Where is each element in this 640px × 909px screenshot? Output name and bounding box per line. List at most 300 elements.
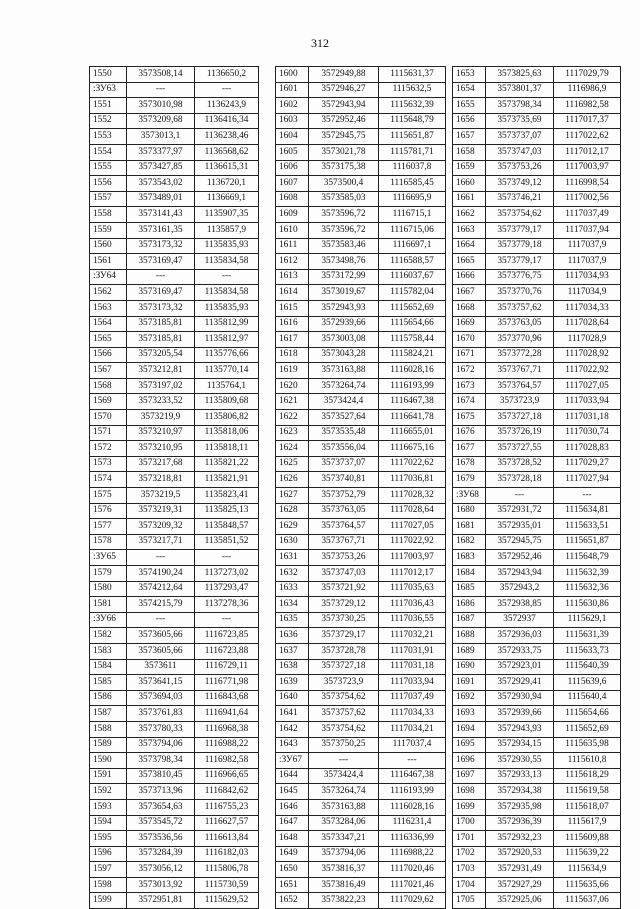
x-coordinate-cell: --- xyxy=(127,269,195,285)
point-number-cell: 1596 xyxy=(90,846,127,862)
x-coordinate-cell: 3573767,71 xyxy=(486,363,554,379)
x-coordinate-cell: 3573767,71 xyxy=(309,534,379,550)
point-number-cell: 1634 xyxy=(276,597,309,613)
point-number-cell: 1674 xyxy=(453,394,486,410)
point-number-cell: 1582 xyxy=(90,628,127,644)
point-number-cell: 1682 xyxy=(453,534,486,550)
y-coordinate-cell: 1116467,38 xyxy=(379,768,446,784)
y-coordinate-cell: 1136568,62 xyxy=(195,144,259,160)
point-number-cell: 1650 xyxy=(276,862,309,878)
table-row xyxy=(453,347,621,363)
page-number: 312 xyxy=(311,36,329,50)
x-coordinate-cell: 3573217,71 xyxy=(127,534,195,550)
point-number-cell: 1601 xyxy=(276,82,309,98)
point-number-cell: 1656 xyxy=(453,113,486,129)
y-coordinate-cell: 1117034,33 xyxy=(379,706,446,722)
y-coordinate-cell: 1115652,69 xyxy=(554,721,621,737)
point-number-cell: 1688 xyxy=(453,628,486,644)
y-coordinate-cell: 1115640,39 xyxy=(554,659,621,675)
table-row xyxy=(90,643,259,659)
x-coordinate-cell: 3573727,18 xyxy=(486,410,554,426)
table-row xyxy=(90,503,259,519)
y-coordinate-cell: 1116755,23 xyxy=(195,799,259,815)
table-row xyxy=(453,378,621,394)
table-row xyxy=(90,300,259,316)
point-number-cell: 1645 xyxy=(276,784,309,800)
y-coordinate-cell: --- xyxy=(195,550,259,566)
y-coordinate-cell: 1117029,62 xyxy=(379,893,446,909)
x-coordinate-cell: 3573175,38 xyxy=(309,160,379,176)
table-row xyxy=(276,612,446,628)
y-coordinate-cell: 1135835,93 xyxy=(195,238,259,254)
x-coordinate-cell: --- xyxy=(127,550,195,566)
y-coordinate-cell: 1115619,58 xyxy=(554,784,621,800)
table-row xyxy=(453,659,621,675)
x-coordinate-cell: 3573013,92 xyxy=(127,877,195,893)
point-number-cell: 1563 xyxy=(90,300,127,316)
x-coordinate-cell: 3573427,85 xyxy=(127,160,195,176)
y-coordinate-cell: 1135812,99 xyxy=(195,316,259,332)
y-coordinate-cell: 1115806,78 xyxy=(195,862,259,878)
x-coordinate-cell: 3572934,15 xyxy=(486,737,554,753)
y-coordinate-cell: 1115609,88 xyxy=(554,831,621,847)
x-coordinate-cell: 3574212,64 xyxy=(127,581,195,597)
y-coordinate-cell: 1115629,1 xyxy=(554,612,621,628)
x-coordinate-cell: 3572952,46 xyxy=(486,550,554,566)
point-number-cell: 1683 xyxy=(453,550,486,566)
table-row xyxy=(276,285,446,301)
table-row xyxy=(276,300,446,316)
y-coordinate-cell: 1115758,44 xyxy=(379,332,446,348)
table-row xyxy=(453,332,621,348)
x-coordinate-cell: 3573172,99 xyxy=(309,269,379,285)
y-coordinate-cell: 1115633,51 xyxy=(554,519,621,535)
x-coordinate-cell: 3572943,93 xyxy=(486,721,554,737)
table-row xyxy=(453,503,621,519)
x-coordinate-cell: 3572943,94 xyxy=(309,98,379,114)
y-coordinate-cell: 1135806,82 xyxy=(195,410,259,426)
x-coordinate-cell: 3573737,07 xyxy=(309,456,379,472)
y-coordinate-cell: 1116697,1 xyxy=(379,238,446,254)
x-coordinate-cell: 3572931,72 xyxy=(486,503,554,519)
x-coordinate-cell: 3573056,12 xyxy=(127,862,195,878)
y-coordinate-cell: --- xyxy=(379,753,446,769)
point-number-cell: 1617 xyxy=(276,332,309,348)
x-coordinate-cell: 3573757,62 xyxy=(486,300,554,316)
point-number-cell: 1692 xyxy=(453,690,486,706)
table-row xyxy=(90,799,259,815)
table-row xyxy=(90,706,259,722)
table-row xyxy=(276,238,446,254)
table-row xyxy=(90,378,259,394)
x-coordinate-cell: 3573212,81 xyxy=(127,363,195,379)
y-coordinate-cell: 1115824,21 xyxy=(379,347,446,363)
y-coordinate-cell: 1115617,9 xyxy=(554,815,621,831)
y-coordinate-cell: 1117012,17 xyxy=(379,566,446,582)
x-coordinate-cell: 3573749,12 xyxy=(486,176,554,192)
x-coordinate-cell: 3573527,64 xyxy=(309,410,379,426)
x-coordinate-cell: 3573816,49 xyxy=(309,877,379,893)
point-number-cell: 1590 xyxy=(90,753,127,769)
y-coordinate-cell: 1116966,65 xyxy=(195,768,259,784)
y-coordinate-cell: 1116613,84 xyxy=(195,831,259,847)
point-number-cell: 1612 xyxy=(276,254,309,270)
point-number-cell: 1704 xyxy=(453,877,486,893)
y-coordinate-cell: 1116998,54 xyxy=(554,176,621,192)
x-coordinate-cell: 3573218,81 xyxy=(127,472,195,488)
table-row xyxy=(276,394,446,410)
point-number-cell: 1552 xyxy=(90,113,127,129)
point-number-cell: 1551 xyxy=(90,98,127,114)
y-coordinate-cell: 1117017,37 xyxy=(554,113,621,129)
y-coordinate-cell: 1115635,98 xyxy=(554,737,621,753)
table-row xyxy=(276,566,446,582)
y-coordinate-cell: 1117028,64 xyxy=(554,316,621,332)
x-coordinate-cell: 3573498,76 xyxy=(309,254,379,270)
table-row xyxy=(90,628,259,644)
point-number-cell: 1597 xyxy=(90,862,127,878)
table-row xyxy=(276,363,446,379)
point-number-cell: 1659 xyxy=(453,160,486,176)
point-number-cell: 1570 xyxy=(90,410,127,426)
y-coordinate-cell: 1116585,45 xyxy=(379,176,446,192)
point-number-cell: 1602 xyxy=(276,98,309,114)
table-row xyxy=(453,799,621,815)
point-number-cell: 1583 xyxy=(90,643,127,659)
point-number-cell: 1667 xyxy=(453,285,486,301)
point-number-cell: 1694 xyxy=(453,721,486,737)
x-coordinate-cell: 3573536,56 xyxy=(127,831,195,847)
point-number-cell: 1572 xyxy=(90,441,127,457)
y-coordinate-cell: 1136669,1 xyxy=(195,191,259,207)
x-coordinate-cell: 3573764,57 xyxy=(309,519,379,535)
x-coordinate-cell: 3573822,23 xyxy=(309,893,379,909)
table-row xyxy=(453,269,621,285)
table-row xyxy=(276,269,446,285)
x-coordinate-cell: 3572935,01 xyxy=(486,519,554,535)
table-row xyxy=(453,160,621,176)
table-row xyxy=(90,456,259,472)
table-row xyxy=(453,721,621,737)
point-number-cell: 1603 xyxy=(276,113,309,129)
point-number-cell: 1649 xyxy=(276,846,309,862)
point-number-cell: 1642 xyxy=(276,721,309,737)
y-coordinate-cell: 1116037,8 xyxy=(379,160,446,176)
point-number-cell: 1625 xyxy=(276,456,309,472)
table-row xyxy=(276,768,446,784)
table-row xyxy=(276,441,446,457)
point-number-cell: 1604 xyxy=(276,129,309,145)
y-coordinate-cell: 1117031,18 xyxy=(554,410,621,426)
table-row xyxy=(276,690,446,706)
y-coordinate-cell: 1116675,16 xyxy=(379,441,446,457)
y-coordinate-cell: 1117037,4 xyxy=(379,737,446,753)
y-coordinate-cell: 1117028,32 xyxy=(379,488,446,504)
point-number-cell: 1556 xyxy=(90,176,127,192)
x-coordinate-cell: 3573169,47 xyxy=(127,285,195,301)
x-coordinate-cell: 3573596,72 xyxy=(309,222,379,238)
x-coordinate-cell: 3573347,21 xyxy=(309,831,379,847)
point-number-cell: 1676 xyxy=(453,425,486,441)
y-coordinate-cell: 1116982,58 xyxy=(195,753,259,769)
y-coordinate-cell: 1115634,9 xyxy=(554,862,621,878)
x-coordinate-cell: 3573545,72 xyxy=(127,815,195,831)
table-row xyxy=(453,581,621,597)
table-row xyxy=(276,410,446,426)
y-coordinate-cell: 1136416,34 xyxy=(195,113,259,129)
table-row xyxy=(90,488,259,504)
point-number-cell: 1654 xyxy=(453,82,486,98)
table-row xyxy=(90,160,259,176)
table-row xyxy=(453,394,621,410)
coordinates-table-middle xyxy=(275,66,446,909)
y-coordinate-cell: 1115634,81 xyxy=(554,503,621,519)
x-coordinate-cell: 3573169,47 xyxy=(127,254,195,270)
table-row xyxy=(90,690,259,706)
x-coordinate-cell: 3573753,26 xyxy=(309,550,379,566)
x-coordinate-cell: 3573173,32 xyxy=(127,300,195,316)
point-number-cell: 1666 xyxy=(453,269,486,285)
point-number-cell: 1638 xyxy=(276,659,309,675)
point-number-cell: 1626 xyxy=(276,472,309,488)
x-coordinate-cell: 3573021,78 xyxy=(309,144,379,160)
y-coordinate-cell: 1115651,87 xyxy=(379,129,446,145)
point-number-cell: 1670 xyxy=(453,332,486,348)
table-row xyxy=(453,846,621,862)
x-coordinate-cell: 3572943,93 xyxy=(309,300,379,316)
x-coordinate-cell: 3573209,32 xyxy=(127,519,195,535)
point-number-cell: 1671 xyxy=(453,347,486,363)
table-row xyxy=(453,191,621,207)
x-coordinate-cell: 3573757,62 xyxy=(309,706,379,722)
y-coordinate-cell: 1115782,04 xyxy=(379,285,446,301)
y-coordinate-cell: 1117029,79 xyxy=(554,67,621,83)
y-coordinate-cell: 1115632,36 xyxy=(554,581,621,597)
table-row xyxy=(453,737,621,753)
point-number-cell: 1663 xyxy=(453,222,486,238)
x-coordinate-cell: 3573161,35 xyxy=(127,222,195,238)
y-coordinate-cell: 1115632,39 xyxy=(554,566,621,582)
y-coordinate-cell: 1115630,86 xyxy=(554,597,621,613)
y-coordinate-cell: 1117034,33 xyxy=(554,300,621,316)
y-coordinate-cell: 1116467,38 xyxy=(379,394,446,410)
coordinates-table-left xyxy=(89,66,259,909)
table-row xyxy=(453,815,621,831)
table-row xyxy=(90,566,259,582)
table-row xyxy=(276,628,446,644)
point-number-cell: 1607 xyxy=(276,176,309,192)
y-coordinate-cell: 1117022,62 xyxy=(379,456,446,472)
x-coordinate-cell: 3573043,28 xyxy=(309,347,379,363)
x-coordinate-cell: 3574215,79 xyxy=(127,597,195,613)
x-coordinate-cell: 3573721,92 xyxy=(309,581,379,597)
point-number-cell: 1611 xyxy=(276,238,309,254)
point-number-cell: 1699 xyxy=(453,799,486,815)
table-row xyxy=(90,784,259,800)
table-row xyxy=(276,550,446,566)
table-row xyxy=(276,129,446,145)
y-coordinate-cell: 1116715,1 xyxy=(379,207,446,223)
y-coordinate-cell: 1136720,1 xyxy=(195,176,259,192)
point-number-cell: 1629 xyxy=(276,519,309,535)
x-coordinate-cell: 3573779,17 xyxy=(486,222,554,238)
y-coordinate-cell: 1117037,9 xyxy=(554,238,621,254)
x-coordinate-cell: 3573013,1 xyxy=(127,129,195,145)
point-number-cell: 1623 xyxy=(276,425,309,441)
point-number-cell: 1622 xyxy=(276,410,309,426)
table-row xyxy=(90,472,259,488)
x-coordinate-cell: --- xyxy=(486,488,554,504)
point-number-cell: 1588 xyxy=(90,721,127,737)
point-number-cell: :ЗУ63 xyxy=(90,82,127,98)
x-coordinate-cell: 3573210,97 xyxy=(127,425,195,441)
x-coordinate-cell: 3573770,76 xyxy=(486,285,554,301)
table-row xyxy=(90,363,259,379)
x-coordinate-cell: --- xyxy=(309,753,379,769)
y-coordinate-cell: 1117032,21 xyxy=(379,628,446,644)
y-coordinate-cell: 1117027,94 xyxy=(554,472,621,488)
y-coordinate-cell: 1117022,92 xyxy=(554,363,621,379)
x-coordinate-cell: 3573729,12 xyxy=(309,597,379,613)
table-row xyxy=(453,425,621,441)
point-number-cell: 1559 xyxy=(90,222,127,238)
y-coordinate-cell: 1135825,13 xyxy=(195,503,259,519)
y-coordinate-cell: 1135835,93 xyxy=(195,300,259,316)
y-coordinate-cell: 1117034,21 xyxy=(379,721,446,737)
point-number-cell: 1580 xyxy=(90,581,127,597)
table-row xyxy=(453,877,621,893)
x-coordinate-cell: 3572937 xyxy=(486,612,554,628)
y-coordinate-cell: --- xyxy=(554,488,621,504)
x-coordinate-cell: 3573798,34 xyxy=(127,753,195,769)
x-coordinate-cell: 3573500,4 xyxy=(309,176,379,192)
point-number-cell: 1641 xyxy=(276,706,309,722)
point-number-cell: 1560 xyxy=(90,238,127,254)
y-coordinate-cell: 1135821,91 xyxy=(195,472,259,488)
table-row xyxy=(453,456,621,472)
y-coordinate-cell: 1117031,91 xyxy=(379,643,446,659)
x-coordinate-cell: 3572936,03 xyxy=(486,628,554,644)
table-row xyxy=(276,191,446,207)
x-coordinate-cell: 3572951,81 xyxy=(127,893,195,909)
y-coordinate-cell: 1135809,68 xyxy=(195,394,259,410)
y-coordinate-cell: 1117034,9 xyxy=(554,285,621,301)
x-coordinate-cell: 3573641,15 xyxy=(127,675,195,691)
y-coordinate-cell: 1135834,58 xyxy=(195,254,259,270)
point-number-cell: 1687 xyxy=(453,612,486,628)
x-coordinate-cell: 3573003,08 xyxy=(309,332,379,348)
x-coordinate-cell: 3573723,9 xyxy=(486,394,554,410)
y-coordinate-cell: 1115639,22 xyxy=(554,846,621,862)
table-row xyxy=(90,815,259,831)
table-row xyxy=(276,332,446,348)
x-coordinate-cell: 3572920,53 xyxy=(486,846,554,862)
x-coordinate-cell: 3572946,27 xyxy=(309,82,379,98)
x-coordinate-cell: 3573740,81 xyxy=(309,472,379,488)
table-row xyxy=(276,893,446,909)
y-coordinate-cell: 1116968,38 xyxy=(195,721,259,737)
y-coordinate-cell: 1135848,57 xyxy=(195,519,259,535)
point-number-cell: 1584 xyxy=(90,659,127,675)
table-row xyxy=(276,831,446,847)
point-number-cell: 1631 xyxy=(276,550,309,566)
table-row xyxy=(453,254,621,270)
point-number-cell: :ЗУ65 xyxy=(90,550,127,566)
x-coordinate-cell: 3573747,03 xyxy=(486,144,554,160)
point-number-cell: 1609 xyxy=(276,207,309,223)
point-number-cell: 1581 xyxy=(90,597,127,613)
point-number-cell: 1669 xyxy=(453,316,486,332)
parcel-header-row xyxy=(90,82,259,98)
x-coordinate-cell: 3573798,34 xyxy=(486,98,554,114)
y-coordinate-cell: 1116843,68 xyxy=(195,690,259,706)
parcel-header-row xyxy=(90,269,259,285)
y-coordinate-cell: 1135776,66 xyxy=(195,347,259,363)
x-coordinate-cell: 3573723,9 xyxy=(309,675,379,691)
y-coordinate-cell: 1136615,31 xyxy=(195,160,259,176)
point-number-cell: 1664 xyxy=(453,238,486,254)
x-coordinate-cell: 3572931,49 xyxy=(486,862,554,878)
y-coordinate-cell: 1117037,9 xyxy=(554,254,621,270)
table-row xyxy=(90,113,259,129)
table-row xyxy=(276,82,446,98)
point-number-cell: 1628 xyxy=(276,503,309,519)
x-coordinate-cell: 3573508,14 xyxy=(127,67,195,83)
y-coordinate-cell: 1135823,41 xyxy=(195,488,259,504)
y-coordinate-cell: 1115648,79 xyxy=(554,550,621,566)
y-coordinate-cell: 1116982,58 xyxy=(554,98,621,114)
table-row xyxy=(453,550,621,566)
x-coordinate-cell: 3573825,63 xyxy=(486,67,554,83)
y-coordinate-cell: --- xyxy=(195,612,259,628)
x-coordinate-cell: 3573810,45 xyxy=(127,768,195,784)
x-coordinate-cell: 3573284,39 xyxy=(127,846,195,862)
table-row xyxy=(90,394,259,410)
point-number-cell: 1689 xyxy=(453,643,486,659)
y-coordinate-cell: 1117033,94 xyxy=(554,394,621,410)
x-coordinate-cell: 3573543,02 xyxy=(127,176,195,192)
y-coordinate-cell: 1117020,46 xyxy=(379,862,446,878)
point-number-cell: 1593 xyxy=(90,799,127,815)
point-number-cell: 1703 xyxy=(453,862,486,878)
y-coordinate-cell: 1116655,01 xyxy=(379,425,446,441)
y-coordinate-cell: 1116988,22 xyxy=(379,846,446,862)
y-coordinate-cell: 1115618,07 xyxy=(554,799,621,815)
coordinates-table-right xyxy=(452,66,621,909)
y-coordinate-cell: 1117002,56 xyxy=(554,191,621,207)
x-coordinate-cell: 3573605,66 xyxy=(127,643,195,659)
point-number-cell: 1693 xyxy=(453,706,486,722)
x-coordinate-cell: 3573735,69 xyxy=(486,113,554,129)
x-coordinate-cell: --- xyxy=(127,82,195,98)
point-number-cell: 1554 xyxy=(90,144,127,160)
point-number-cell: 1598 xyxy=(90,877,127,893)
x-coordinate-cell: 3573141,43 xyxy=(127,207,195,223)
point-number-cell: :ЗУ64 xyxy=(90,269,127,285)
y-coordinate-cell: 1115631,37 xyxy=(379,67,446,83)
table-row xyxy=(276,222,446,238)
table-row xyxy=(90,176,259,192)
x-coordinate-cell: 3572929,41 xyxy=(486,675,554,691)
table-row xyxy=(276,503,446,519)
table-row xyxy=(453,784,621,800)
point-number-cell: 1577 xyxy=(90,519,127,535)
table-row xyxy=(276,160,446,176)
point-number-cell: 1691 xyxy=(453,675,486,691)
point-number-cell: 1643 xyxy=(276,737,309,753)
y-coordinate-cell: 1116627,57 xyxy=(195,815,259,831)
y-coordinate-cell: 1117028,9 xyxy=(554,332,621,348)
